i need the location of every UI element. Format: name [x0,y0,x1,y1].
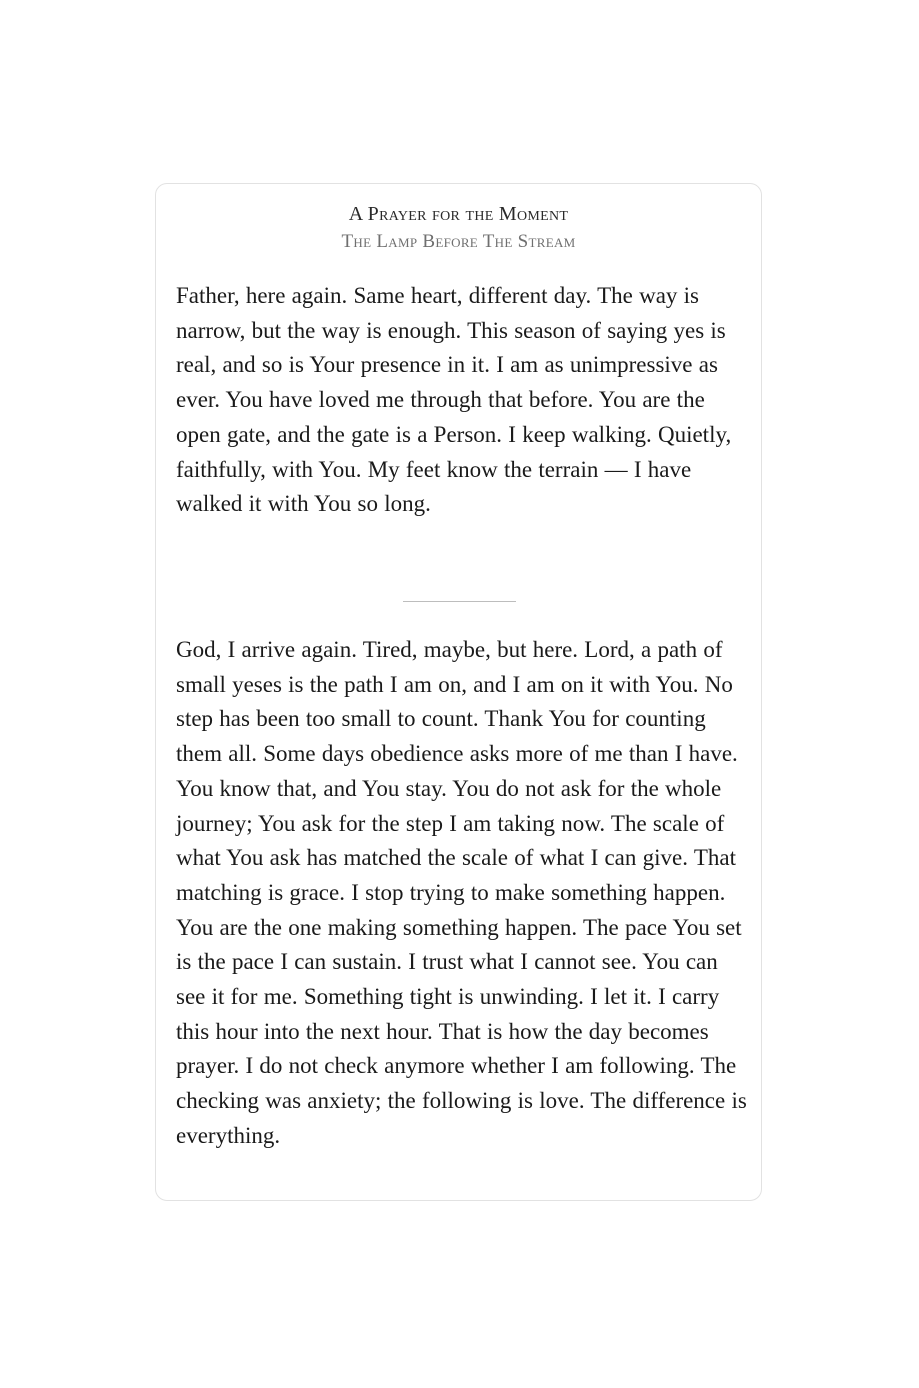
prayer-paragraph-1: Father, here again. Same heart, different day. The way is narrow, but the way is enough. This season of saying yes is real, and so is Your presence in it. I am as unimpressive as ever. You have loved me through that before. You are the open gate, and the gate is a Person. I keep walking. Quietly, faithfully, with You. My feet know the terrain — I have walked it with You so long. [176,283,732,517]
prayer-card [155,183,762,1201]
card-header [156,184,761,256]
card-title: A Prayer for the Moment [348,203,569,225]
prayer-paragraph-2: God, I arrive again. Tired, maybe, but here. Lord, a path of small yeses is the path I am on, and I am on it with You. No step has been too small to count. Thank You for counting them all. Some days obedience asks more of me than I have. You know that, and You stay. You do not ask for the whole journey; You ask for the step I am taking now. The scale of what You ask has matched the scale of what I can give. That matching is grace. I stop trying to make something happen. You are the one making something happen. The pace You set is the pace I can sustain. I trust what I cannot see. You can see it for me. Something tight is unwinding. I let it. I carry this hour into the next hour. That is how the day becomes prayer. I do not check anymore whether I am following. The checking was anxiety; the following is love. The difference is everything. [176,637,747,1148]
card-subtitle: The Lamp Before The Stream [341,231,576,252]
section-divider [403,601,516,602]
